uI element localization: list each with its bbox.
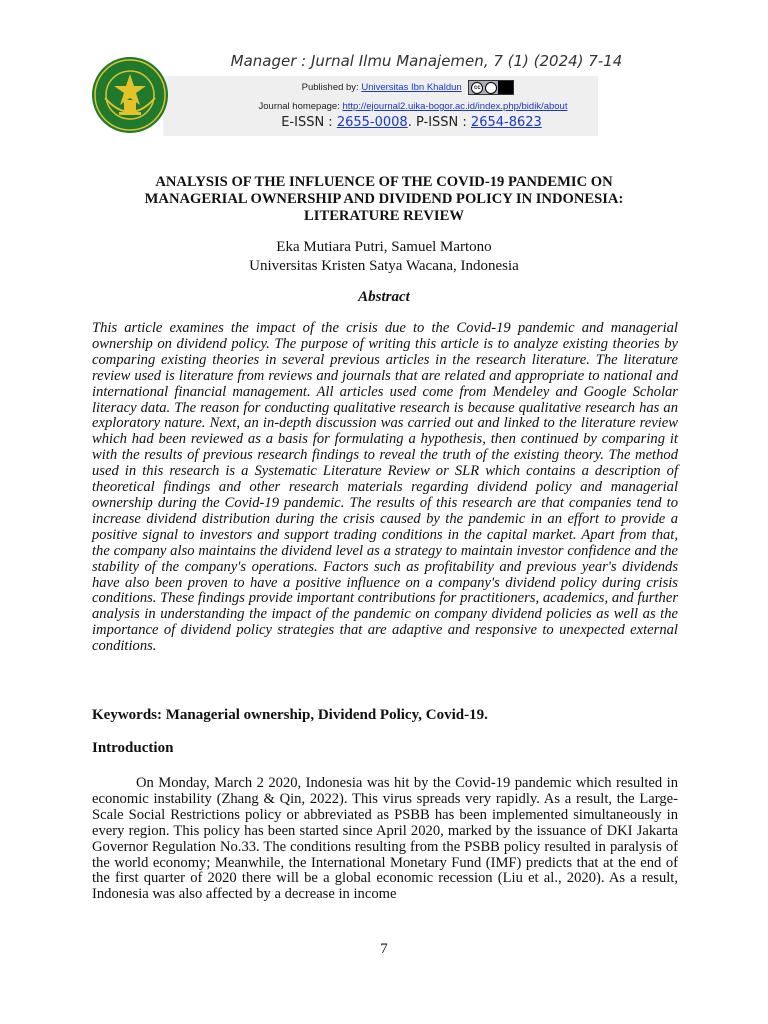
- abstract-heading: Abstract: [358, 289, 410, 305]
- published-by-line: [0, 80, 768, 95]
- introduction-body: [92, 776, 678, 903]
- introduction-paragraph: On Monday, March 2 2020, Indonesia was hit by the Covid-19 pandemic which resulted in economic instability (Zhang & Qin, 2022). This virus spreads very rapidly. As a result, the Large-Scale Social Restrictions policy or abbreviated as PSBB has been implemented simultaneously in every region. This policy has been started since April 2020, marked by the issuance of DKI Jakarta Governor Regulation No.33. The conditions resulting from the PSBB policy resulted in paralysis of the world economy; Meanwhile, the International Monetary Fund (IMF) predicts that at the end of the first quarter of 2020 there will be a global economic recession (Liu et al., 2020). As a result, Indonesia was also affected by a decrease in income: [92, 775, 678, 903]
- publisher-link[interactable]: Universitas Ibn Khaldun: [361, 82, 462, 94]
- introduction-heading: Introduction: [92, 740, 174, 756]
- pissn-link[interactable]: 2654-8623: [470, 115, 542, 130]
- page-number: 7: [380, 941, 388, 957]
- authors: Eka Mutiara Putri, Samuel Martono: [276, 239, 492, 255]
- eissn-label: E-ISSN :: [281, 115, 333, 130]
- pissn-label: . P-ISSN :: [407, 115, 467, 130]
- homepage-link[interactable]: http://ejournal2.uika-bogor.ac.id/index.php/bidik/about: [342, 101, 568, 112]
- eissn-link[interactable]: 2655-0008: [336, 115, 408, 130]
- homepage-label: Journal homepage:: [258, 101, 340, 112]
- issn-line: [0, 115, 768, 130]
- affiliation: Universitas Kristen Satya Wacana, Indonesia: [249, 258, 519, 274]
- cc-license-icon[interactable]: cc: [468, 80, 514, 95]
- journal-homepage-line: [0, 101, 768, 112]
- published-by-label: Published by:: [301, 82, 359, 94]
- author-block: [0, 238, 768, 276]
- keywords: Keywords: Managerial ownership, Dividend Policy, Covid-19.: [92, 707, 488, 723]
- abstract-text: This article examines the impact of the crisis due to the Covid-19 pandemic and managerial ownership on dividend policy. The purpose of writing this article is to analyze existing theories by comparing existing theories in several previous articles in the research literature. The literature review used is literature from reviews and journals that are related and appropriate to national and international financial management. All articles used come from Mendeley and Google Scholar literacy data. The reason for conducting qualitative research is because qualitative research has an exploratory nature. Next, an in-depth discussion was carried out and linked to the literature review which had been reviewed as a basis for formulating a hypothesis, then continued by comparing it with the results of previous research findings to reveal the truth of the existing theory. The method used in this research is a Systematic Literature Review or SLR which contains a description of theoretical findings and other research materials regarding dividend policy and managerial ownership during the Covid-19 pandemic. The results of this research are that companies tend to increase dividend distribution during the crisis caused by the pandemic in an effort to provide a positive signal to investors and support trading conditions in the capital market. Apart from that, the company also maintains the dividend level as a strategy to maintain investor confidence and the stability of the company's operations. Factors such as profitability and previous year's dividends have also been proven to have a positive influence on a company's dividend policy during crisis conditions. These findings provide important contributions for practitioners, academics, and further analysis in understanding the impact of the pandemic on company dividend policies as well as the importance of dividend policy strategies that are adaptive and responsive to unexpected external conditions.: [92, 320, 678, 655]
- article-title: ANALYSIS OF THE INFLUENCE OF THE COVID-19 PANDEMIC ON MANAGERIAL OWNERSHIP AND DIVIDEND POLICY IN INDONESIA: LITERATURE REVIEW: [144, 174, 624, 224]
- journal-citation: Manager : Jurnal Ilmu Manajemen, 7 (1) (2024) 7-14: [230, 52, 623, 70]
